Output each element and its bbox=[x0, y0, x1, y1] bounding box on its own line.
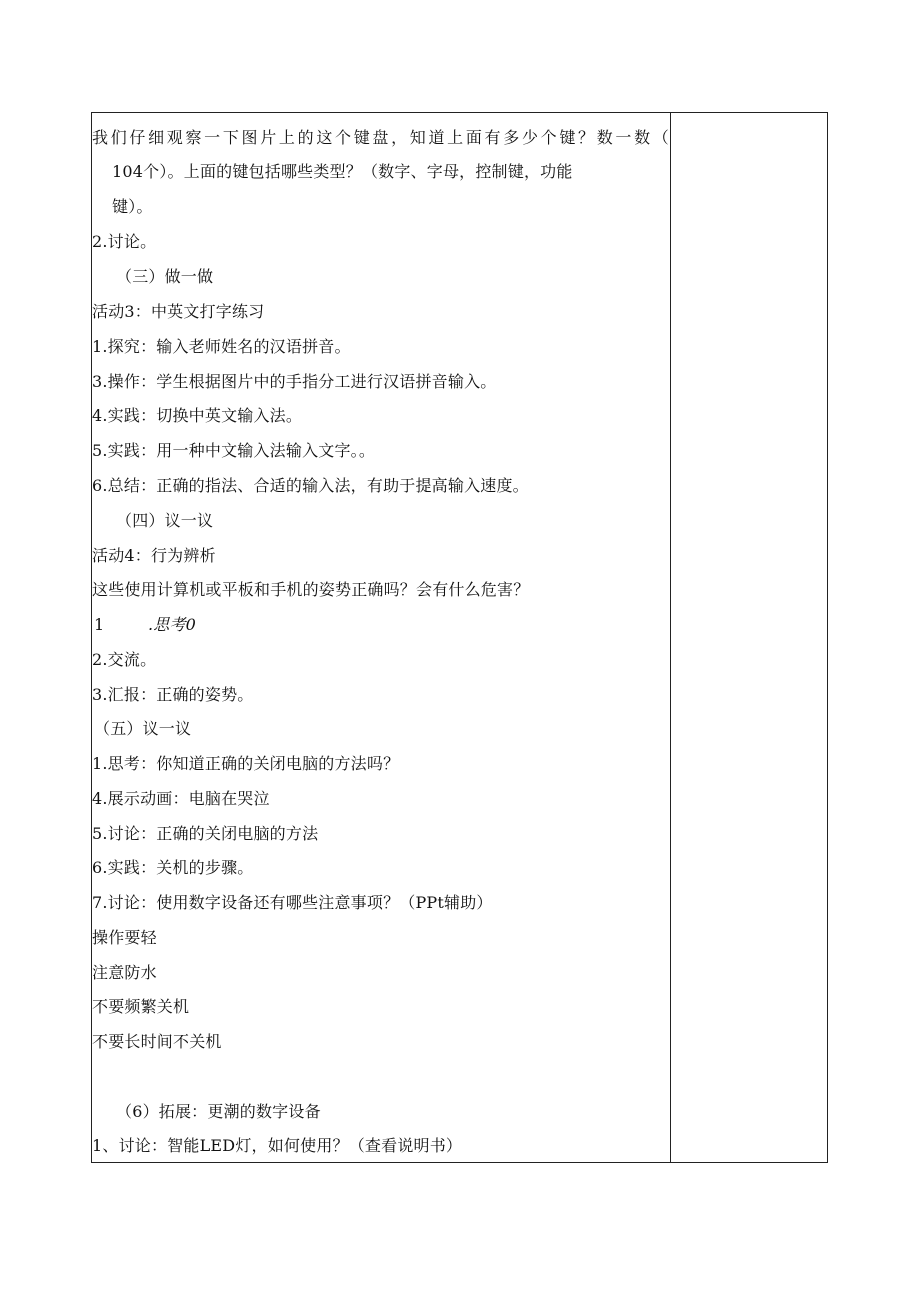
text-line: 1.思考：你知道正确的关闭电脑的方法吗？ bbox=[92, 754, 400, 773]
list-number: 1 bbox=[94, 615, 105, 634]
lesson-content-cell bbox=[92, 112, 669, 1162]
text-line: 4.展示动画：电脑在哭泣 bbox=[92, 789, 270, 808]
text-line: 2.交流。 bbox=[92, 650, 157, 669]
list-item: 操作要轻 bbox=[92, 928, 157, 947]
text-line: .思考0 bbox=[148, 615, 197, 634]
list-item: 不要频繁关机 bbox=[92, 997, 190, 1016]
text-line: 我们仔细观察一下图片上的这个键盘，知道上面有多少个键？数一数（ bbox=[92, 128, 669, 147]
text-line: 3.操作：学生根据图片中的手指分工进行汉语拼音输入。 bbox=[92, 372, 497, 391]
text-line: 3.汇报：正确的姿势。 bbox=[92, 685, 254, 704]
section-heading: （三）做一做 bbox=[116, 267, 214, 286]
activity-title: 活动4：行为辨析 bbox=[92, 546, 216, 565]
text-line: 5.讨论：正确的关闭电脑的方法 bbox=[92, 824, 319, 843]
section-heading: （6）拓展：更潮的数字设备 bbox=[116, 1102, 321, 1121]
text-line: 键）。 bbox=[112, 197, 153, 216]
text-line: 1、讨论：智能LED灯，如何使用？（查看说明书） bbox=[92, 1136, 463, 1155]
text-line: 1.探究：输入老师姓名的汉语拼音。 bbox=[92, 337, 351, 356]
text-line: 6.总结：正确的指法、合适的输入法，有助于提高输入速度。 bbox=[92, 476, 529, 495]
text-line: 4.实践：切换中英文输入法。 bbox=[92, 406, 303, 425]
notes-cell bbox=[671, 113, 827, 1162]
text-line: 7.讨论：使用数字设备还有哪些注意事项？（PPt辅助） bbox=[92, 893, 493, 912]
list-item: 注意防水 bbox=[92, 963, 157, 982]
text-line: 5.实践：用一种中文输入法输入文字。。 bbox=[92, 441, 376, 460]
section-heading: （四）议一议 bbox=[116, 511, 214, 530]
section-heading: （五）议一议 bbox=[94, 719, 192, 738]
list-item: 不要长时间不关机 bbox=[92, 1032, 222, 1051]
text-line: 6.实践：关机的步骤。 bbox=[92, 858, 254, 877]
activity-title: 活动3：中英文打字练习 bbox=[92, 302, 265, 321]
text-line: 104个）。上面的键包括哪些类型？（数字、字母，控制键，功能 bbox=[112, 162, 573, 181]
text-line: 2.讨论。 bbox=[92, 232, 157, 251]
text-line: 这些使用计算机或平板和手机的姿势正确吗？会有什么危害？ bbox=[92, 580, 530, 599]
